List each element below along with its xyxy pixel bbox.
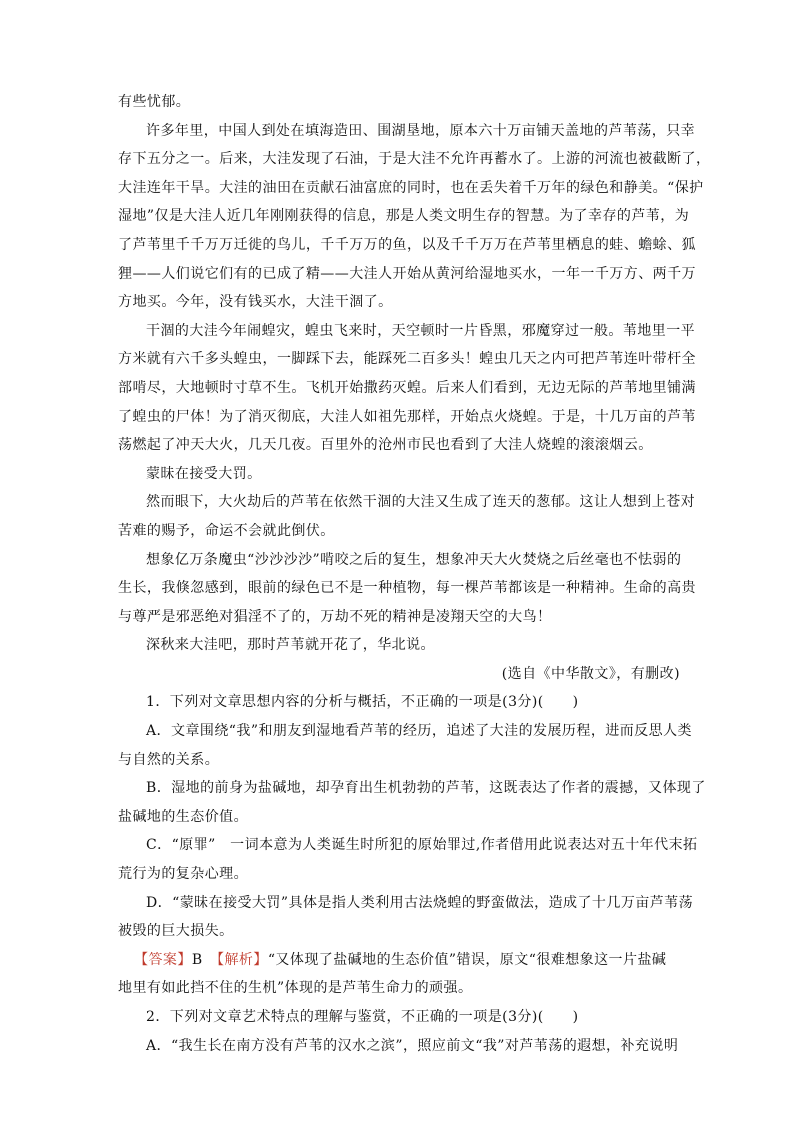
question-1-option-d: D．“蒙昧在接受大罚”具体是指人类利用古法烧蝗的野蛮做法，造成了十几万亩芦苇荡 [146,894,694,911]
essay-line: 深秋来大洼吧，那时芦苇就开花了，华北说。 [146,637,435,654]
source-citation: (选自《中华散文》，有删改) [501,665,680,682]
question-2-stem: 2．下列对文章艺术特点的理解与鉴赏，不正确的一项是(3分)( ) [146,1009,579,1025]
essay-line: 许多年里，中国人到处在填海造田、围湖垦地，原本六十万亩铺天盖地的芦苇荡，只幸 [146,122,696,139]
essay-line: 方地买。今年，没有钱买水，大洼干涸了。 [118,294,393,311]
answer-line [118,946,680,975]
essay-line: 有些忧郁。 [118,94,191,110]
question-1-option-b: B．湿地的前身为盐碱地，却孕育出生机勃勃的芦苇，这既表达了作者的震撼，又体现了 [146,780,706,797]
essay-line: 想象亿万条魔虫“沙沙沙沙”啃咬之后的复生，想象冲天大火焚烧之后丝毫也不怯弱的 [146,551,682,568]
question-1-option-b: 盐碱地的生态价值。 [118,808,249,825]
question-1-option-a: A．文章围绕“我”和朋友到湿地看芦苇的经历，追述了大洼的发展历程，进而反思人类 [146,723,692,740]
answer-value: B [191,951,218,968]
question-1-stem: 1．下列对文章思想内容的分析与概括，不正确的一项是(3分)( ) [146,694,579,711]
essay-line: 方米就有六千多头蝗虫，一脚踩下去，能踩死二百多头！蝗虫几天之内可把芦苇连叶带杆全 [118,351,696,368]
question-1-option-c: 荒行为的复杂心理。 [118,866,249,883]
essay-line: 了蝗虫的尸体！为了消灭彻底，大洼人如祖先那样，开始点火烧蝗。于是，十几万亩的芦苇 [118,408,696,425]
essay-line: 部啃尽，大地顿时寸草不生。飞机开始撒药灭蝗。后来人们看到，无边无际的芦苇地里铺满 [118,379,696,396]
analysis-line: 地里有如此挡不住的生机”体现的是芦苇生命力的顽强。 [118,980,473,997]
essay-line: 狸——人们说它们有的已成了精——大洼人开始从黄河给湿地买水，一年一千万方、两千万 [118,265,696,282]
document-page [118,88,711,1060]
question-1-option-a: 与自然的关系。 [118,751,220,768]
analysis-text: “又体现了盐碱地的生态价值”错误，原文“很难想象这一片盐碱 [267,951,667,968]
essay-line: 蒙昧在接受大罚。 [146,465,262,482]
essay-line: 大洼连年干旱。大洼的油田在贡献石油富庶的同时，也在丢失着千万年的绿色和静美。“保护 [118,179,704,196]
answer-tag: 【答案】 [134,951,192,968]
analysis-tag: 【解析】 [217,951,268,968]
essay-line: 苦难的赐予，命运不会就此倒伏。 [118,522,335,539]
essay-line: 生长，我倏忽感到，眼前的绿色已不是一种植物，每一棵芦苇都该是一种精神。生命的高贵 [118,580,696,597]
question-1-option-c: C．“原罪” 一词本意为人类诞生时所犯的原始罪过,作者借用此说表达对五十年代末拓 [146,837,698,854]
essay-line: 湿地”仅是大洼人近几年刚刚获得的信息，那是人类文明生存的智慧。为了幸存的芦苇，为 [118,208,690,225]
essay-line: 荡燃起了冲天大火，几天几夜。百里外的沧州市民也看到了大洼人烧蝗的滚滚烟云。 [118,437,653,454]
question-2-option-a: A．“我生长在南方没有芦苇的汉水之滨”，照应前文“我”对芦苇荡的遐想，补充说明 [146,1037,679,1054]
essay-line: 了芦苇里千千万万迁徙的鸟儿，千千万万的鱼，以及千千万万在芦苇里栖息的蛙、蟾蜍、狐 [118,236,696,253]
essay-line: 然而眼下，大火劫后的芦苇在依然干涸的大洼又生成了连天的葱郁。这让人想到上苍对 [146,494,696,511]
essay-line: 与尊严是邪恶绝对猖淫不了的，万劫不死的精神是凌翔天空的大鸟！ [118,608,552,625]
question-1-option-d: 被毁的巨大损失。 [118,923,234,940]
essay-line: 存下五分之一。后来，大洼发现了石油，于是大洼不允许再蓄水了。上游的河流也被截断了， [118,151,711,168]
essay-line: 干涸的大洼今年闹蝗灾，蝗虫飞来时，天空顿时一片昏黑，邪魔穿过一般。苇地里一平 [146,322,696,339]
